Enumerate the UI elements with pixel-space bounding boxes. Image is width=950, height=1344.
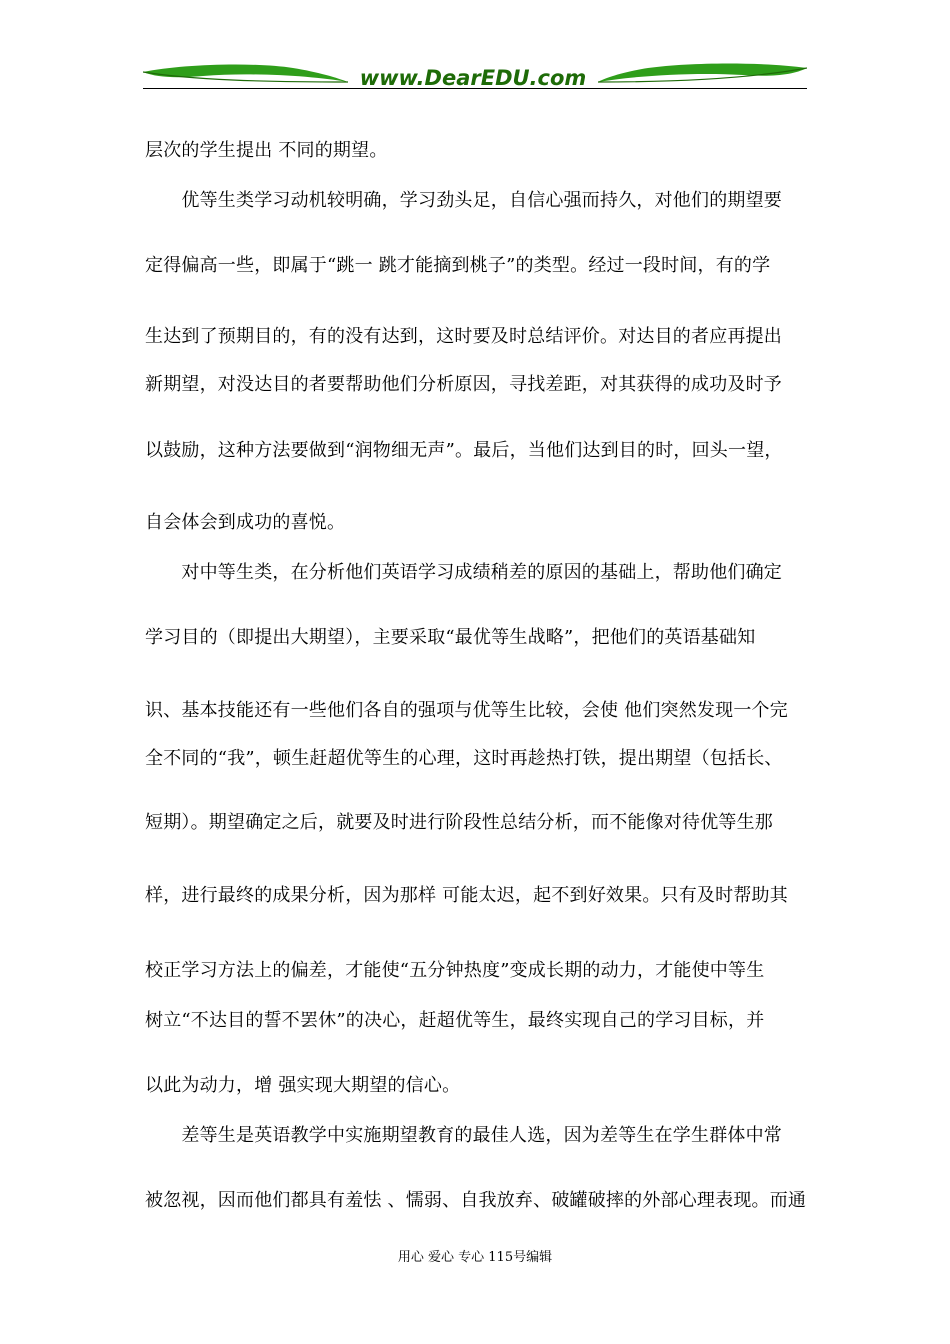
header-divider bbox=[143, 88, 807, 89]
body-text-line: 自会体会到成功的喜悦。 bbox=[145, 512, 346, 533]
body-text-line: 样，进行最终的成果分析，因为那样 可能太迟，起不到好效果。只有及时帮助其 bbox=[145, 885, 788, 906]
page-footer: 用心 爱心 专心 115号编辑 bbox=[397, 1250, 553, 1265]
body-text-line: 校正学习方法上的偏差，才能使“五分钟热度”变成长期的动力，才能使中等生 bbox=[145, 960, 765, 981]
body-text-line: 被忽视，因而他们都具有羞怯 、懦弱、自我放弃、破罐破摔的外部心理表现。而通 bbox=[145, 1190, 807, 1211]
body-text-line: 短期）。期望确定之后，就要及时进行阶段性总结分析，而不能像对待优等生那 bbox=[145, 812, 773, 833]
body-text-line: 全不同的“我”，顿生赶超优等生的心理，这时再趁热打铁，提出期望（包括长、 bbox=[145, 748, 783, 769]
site-url: www.DearEDU.com bbox=[359, 66, 587, 90]
body-text-line: 新期望，对没达目的者要帮助他们分析原因，寻找差距，对其获得的成功及时予 bbox=[145, 374, 782, 395]
body-text-line: 定得偏高一些，即属于“跳一 跳才能摘到桃子”的类型。经过一段时间，有的学 bbox=[145, 255, 771, 276]
body-text-line: 以此为动力，增 强实现大期望的信心。 bbox=[145, 1075, 461, 1096]
body-text-line: 树立“不达目的誓不罢休”的决心，赶超优等生，最终实现自己的学习目标，并 bbox=[145, 1010, 765, 1031]
body-text-line: 以鼓励，这种方法要做到“润物细无声”。最后，当他们达到目的时，回头一望， bbox=[145, 440, 783, 461]
left-swoosh-icon bbox=[143, 65, 348, 82]
body-text-line: 对中等生类，在分析他们英语学习成绩稍差的原因的基础上，帮助他们确定 bbox=[145, 562, 782, 583]
body-text-line: 差等生是英语教学中实施期望教育的最佳人选，因为差等生在学生群体中常 bbox=[145, 1125, 782, 1146]
body-text-line: 优等生类学习动机较明确，学习劲头足，自信心强而持久，对他们的期望要 bbox=[145, 190, 782, 211]
body-text-line: 学习目的（即提出大期望），主要采取“最优等生战略”，把他们的英语基础知 bbox=[145, 627, 756, 648]
body-text-line: 生达到了预期目的，有的没有达到，这时要及时总结评价。对达目的者应再提出 bbox=[145, 326, 782, 347]
body-text-line: 层次的学生提出 不同的期望。 bbox=[145, 140, 388, 161]
body-text-line: 识、基本技能还有一些他们各自的强项与优等生比较，会使 他们突然发现一个完 bbox=[145, 700, 788, 721]
